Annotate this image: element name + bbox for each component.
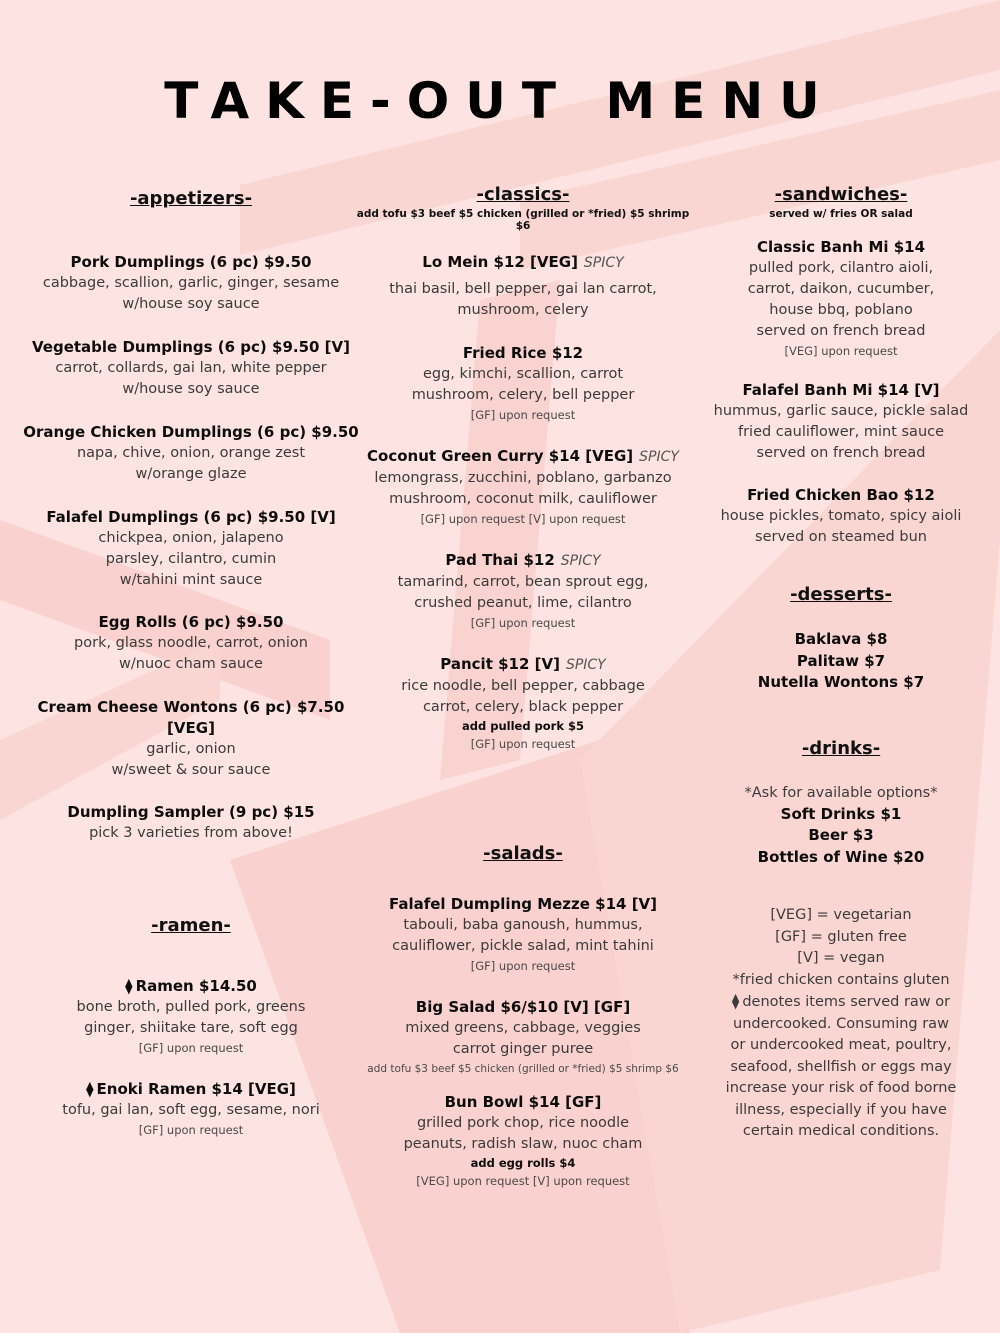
item-desc: napa, chive, onion, orange zest: [76, 445, 306, 461]
menu-item-falafel-banh-mi: [690, 380, 992, 464]
menu-item-cream-cheese-wontons: [20, 697, 362, 781]
legend-line: undercooked. Consuming raw: [733, 1015, 949, 1032]
item-desc: served on french bread: [756, 323, 926, 339]
item-name: Pad Thai $12: [445, 551, 555, 569]
page-title: TAKE-OUT MENU: [164, 72, 836, 130]
item-desc: w/house soy sauce: [122, 381, 260, 397]
item-name: Fried Rice $12: [462, 344, 584, 362]
item-desc: fried cauliflower, mint sauce: [737, 424, 945, 440]
item-name: Lo Mein $12 [VEG]: [422, 253, 578, 271]
item-desc: served on steamed bun: [755, 529, 927, 545]
drink-item: Beer $3: [808, 826, 874, 844]
item-note: [VEG] upon request: [784, 344, 898, 358]
item-name: Vegetable Dumplings (6 pc) $9.50 [V]: [32, 338, 350, 356]
item-desc: chickpea, onion, jalapeno: [98, 530, 284, 546]
menu-item-falafel-dumpling-mezze: [352, 894, 694, 975]
item-desc: pulled pork, cilantro aioli,: [748, 260, 934, 276]
desserts-heading: -desserts-: [790, 584, 892, 605]
right-column: [690, 184, 992, 1143]
menu-item-falafel-dumplings: [20, 507, 362, 591]
classics-heading: -classics-: [476, 184, 570, 205]
item-name-row: [352, 252, 694, 274]
item-desc: thai basil, bell pepper, gai lan carrot,: [389, 281, 657, 297]
menu-item-enoki-ramen: [20, 1079, 362, 1139]
item-name-row: [352, 446, 694, 468]
item-note: [GF] upon request: [138, 1123, 244, 1137]
dessert-item: Palitaw $7: [796, 651, 886, 670]
spicy-label: SPICY: [639, 449, 679, 465]
item-desc: house bbq, poblano: [769, 302, 913, 318]
desserts-list: [690, 629, 992, 694]
legend-warning-row: [690, 991, 992, 1014]
ramen-heading: -ramen-: [151, 915, 231, 936]
item-note: [GF] upon request: [138, 1041, 244, 1055]
item-name: Cream Cheese Wontons (6 pc) $7.50: [37, 698, 345, 716]
menu-item-pad-thai: [352, 550, 694, 632]
menu-item-fried-chicken-bao: [690, 485, 992, 548]
item-note: [GF] upon request: [470, 959, 576, 973]
drink-item: Bottles of Wine $20: [757, 847, 925, 866]
legend-line: *fried chicken contains gluten: [732, 971, 950, 988]
item-name: Falafel Dumpling Mezze $14 [V]: [388, 895, 658, 913]
item-desc: carrot, daikon, cucumber,: [747, 281, 935, 297]
item-desc: hummus, garlic sauce, pickle salad: [713, 403, 969, 419]
legend-line: [GF] = gluten free: [775, 928, 907, 945]
item-desc: peanuts, radish slaw, nuoc cham: [403, 1136, 643, 1152]
item-desc: cauliflower, pickle salad, mint tahini: [392, 938, 654, 954]
appetizers-heading: -appetizers-: [129, 188, 253, 209]
item-name: Orange Chicken Dumplings (6 pc) $9.50: [23, 423, 359, 441]
drinks-list: [690, 783, 992, 869]
item-note: [GF] upon request: [470, 616, 576, 630]
left-column: [20, 188, 362, 1139]
item-desc: crushed peanut, lime, cilantro: [414, 595, 632, 611]
item-desc: served on french bread: [756, 445, 926, 461]
item-desc: pick 3 varieties from above!: [89, 825, 293, 841]
legend: [690, 905, 992, 1143]
legend-line: [V] = vegan: [797, 950, 885, 966]
item-name: Big Salad $6/$10 [V] [GF]: [415, 998, 631, 1016]
item-desc: garlic, onion: [146, 741, 236, 757]
item-desc: bone broth, pulled pork, greens: [76, 999, 306, 1015]
salads-heading: -salads-: [483, 843, 563, 864]
item-name: Egg Rolls (6 pc) $9.50: [98, 613, 284, 631]
item-note: [GF] upon request [V] upon request: [420, 512, 626, 526]
item-name-row: [352, 654, 694, 676]
item-note: [GF] upon request: [470, 408, 576, 422]
menu-item-ramen: [20, 976, 362, 1057]
item-desc: parsley, cilantro, cumin: [105, 551, 277, 567]
menu-item-vegetable-dumplings: [20, 337, 362, 400]
item-desc: mixed greens, cabbage, veggies: [405, 1020, 641, 1036]
legend-line: denotes items served raw or: [742, 994, 951, 1010]
item-addon-prices: add tofu $3 beef $5 chicken (grilled or *fried) $5 shrimp $6: [367, 1063, 679, 1075]
diamond-icon: ⧫: [125, 977, 133, 995]
item-desc: grilled pork chop, rice noodle: [416, 1115, 630, 1131]
item-name: Pancit $12 [V]: [440, 655, 560, 673]
item-name: Falafel Dumplings (6 pc) $9.50 [V]: [46, 508, 336, 526]
item-name-row: [20, 976, 362, 997]
legend-line: certain medical conditions.: [742, 1123, 940, 1139]
drink-item: Soft Drinks $1: [780, 804, 902, 823]
menu-item-lo-mein: [352, 252, 694, 321]
menu-item-coconut-green-curry: [352, 446, 694, 528]
item-name-row: [352, 550, 694, 572]
menu-item-pancit: [352, 654, 694, 753]
item-desc: rice noodle, bell pepper, cabbage: [401, 678, 645, 694]
menu-item-fried-rice: [352, 343, 694, 424]
classics-addons: add tofu $3 beef $5 chicken (grilled or *fried) $5 shrimp $6: [356, 208, 690, 232]
item-note: [GF] upon request: [470, 737, 576, 751]
menu-item-classic-banh-mi: [690, 237, 992, 360]
item-desc: mushroom, coconut milk, cauliflower: [389, 491, 657, 507]
item-name: Bun Bowl $14 [GF]: [444, 1093, 602, 1111]
item-desc: mushroom, celery, bell pepper: [411, 387, 635, 403]
item-desc: w/house soy sauce: [122, 296, 260, 312]
item-desc: carrot ginger puree: [452, 1041, 594, 1057]
middle-column: [352, 184, 694, 1190]
item-desc: ginger, shiitake tare, soft egg: [84, 1020, 298, 1036]
drinks-heading: -drinks-: [801, 737, 881, 759]
item-name: Enoki Ramen $14 [VEG]: [96, 1080, 296, 1098]
item-name: Classic Banh Mi $14: [756, 238, 926, 256]
drinks-note: *Ask for available options*: [744, 784, 938, 801]
sandwiches-heading: -sandwiches-: [774, 184, 908, 205]
legend-line: or undercooked meat, poultry,: [730, 1037, 952, 1053]
dessert-item: Baklava $8: [794, 630, 888, 648]
item-name: Falafel Banh Mi $14 [V]: [742, 381, 940, 399]
item-desc: egg, kimchi, scallion, carrot: [422, 366, 624, 382]
item-name: Dumpling Sampler (9 pc) $15: [67, 803, 315, 821]
legend-line: illness, especially if you have: [735, 1101, 947, 1118]
spicy-label: SPICY: [560, 553, 601, 569]
item-name: Fried Chicken Bao $12: [747, 486, 935, 504]
item-name: Coconut Green Curry $14 [VEG]: [367, 447, 634, 465]
item-desc: tofu, gai lan, soft egg, sesame, nori: [62, 1102, 320, 1118]
item-desc: w/nuoc cham sauce: [119, 656, 263, 672]
item-desc: house pickles, tomato, spicy aioli: [720, 508, 962, 524]
item-desc: lemongrass, zucchini, poblano, garbanzo: [374, 470, 672, 486]
spicy-label: SPICY: [565, 657, 606, 673]
menu-item-dumpling-sampler: [20, 802, 362, 844]
menu-item-bun-bowl: [352, 1092, 694, 1190]
item-name: Ramen $14.50: [135, 977, 257, 995]
item-desc: w/tahini mint sauce: [119, 572, 263, 588]
item-desc: carrot, celery, black pepper: [422, 699, 624, 715]
item-desc: carrot, collards, gai lan, white pepper: [55, 360, 327, 376]
item-desc: pork, glass noodle, carrot, onion: [74, 635, 308, 651]
item-addon: add egg rolls $4: [470, 1156, 576, 1170]
item-desc: tamarind, carrot, bean sprout egg,: [397, 574, 649, 590]
item-name-row: [20, 1079, 362, 1100]
diamond-icon: ⧫: [731, 992, 740, 1010]
item-note: [VEG] upon request [V] upon request: [416, 1174, 630, 1188]
item-name-tag: [VEG]: [167, 719, 215, 737]
menu-item-pork-dumplings: [20, 252, 362, 315]
item-desc: w/sweet & sour sauce: [111, 762, 271, 778]
diamond-icon: ⧫: [86, 1080, 94, 1098]
legend-line: increase your risk of food borne: [725, 1080, 957, 1096]
menu-item-orange-chicken-dumplings: [20, 422, 362, 485]
spicy-label: SPICY: [583, 255, 624, 271]
dessert-item: Nutella Wontons $7: [757, 673, 925, 691]
item-desc: w/orange glaze: [135, 466, 247, 482]
legend-line: [VEG] = vegetarian: [770, 907, 912, 923]
item-name: Pork Dumplings (6 pc) $9.50: [70, 253, 312, 271]
menu-item-egg-rolls: [20, 612, 362, 675]
item-desc: cabbage, scallion, garlic, ginger, sesame: [42, 275, 340, 291]
legend-line: seafood, shellfish or eggs may: [730, 1058, 952, 1075]
sandwiches-subtitle: served w/ fries OR salad: [769, 208, 913, 220]
item-addon: add pulled pork $5: [461, 719, 585, 733]
item-desc: tabouli, baba ganoush, hummus,: [403, 917, 643, 933]
menu-item-big-salad: [352, 997, 694, 1078]
item-desc: mushroom, celery: [457, 302, 589, 318]
